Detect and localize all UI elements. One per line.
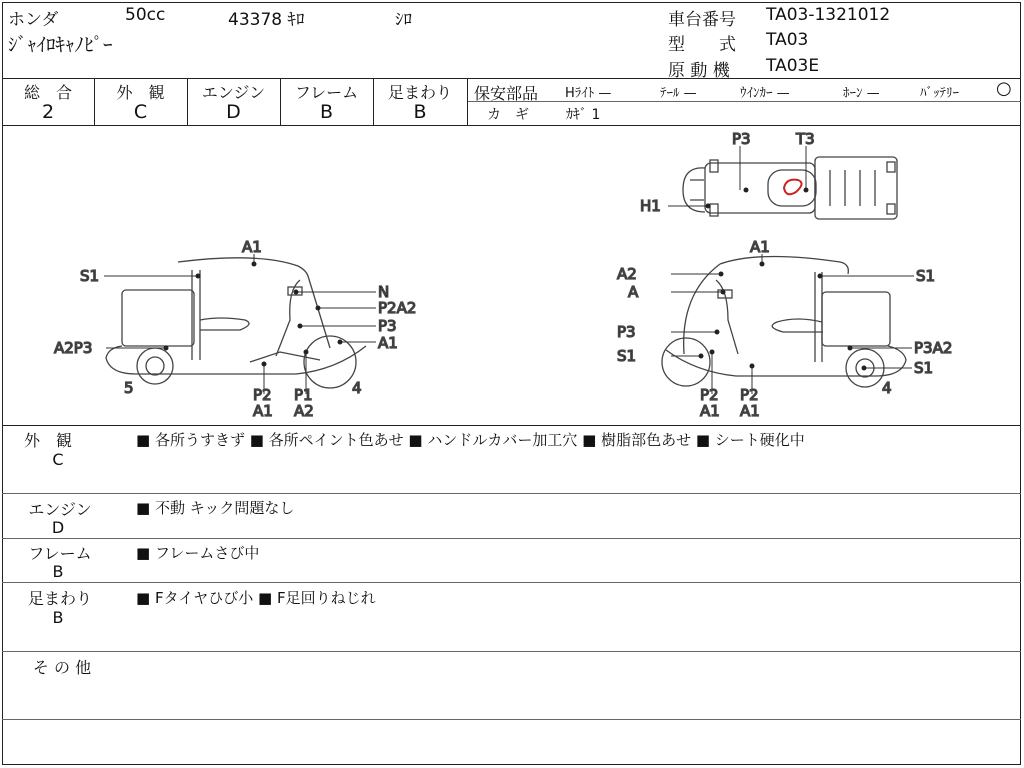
diagram-label: A1 <box>750 238 770 256</box>
displacement: 50cc <box>125 5 166 25</box>
grade-suspension-label: 足まわり <box>387 83 452 102</box>
diagram-label: A2 <box>294 402 314 420</box>
top-view-outline <box>683 157 897 219</box>
divider <box>2 582 1021 583</box>
maker: ホンダ <box>8 10 59 30</box>
grade-frame-label: フレーム <box>294 83 359 102</box>
battery-status: ﾊﾞｯﾃﾘｰ <box>920 86 959 101</box>
section-grade-frame: B <box>52 562 64 581</box>
grade-engine-value: D <box>226 101 241 123</box>
grade-exterior-label: 外 観 <box>116 83 165 102</box>
diagram-label: 4 <box>882 379 892 397</box>
section-label-exterior: 外 観 <box>23 431 72 450</box>
section-grade-exterior: C <box>52 450 64 469</box>
diagram-label: 4 <box>352 379 362 397</box>
diagram-label: P2 <box>700 386 719 404</box>
section-label-suspension: 足まわり <box>27 589 92 608</box>
section-notes-frame: ■ フレームさび中 <box>136 544 260 562</box>
mileage: 43378 ｷﾛ <box>228 10 305 30</box>
leader-lines <box>104 146 914 394</box>
chassis-value: TA03-1321012 <box>766 5 891 25</box>
diagram-label: N <box>378 283 390 301</box>
section-label-frame: フレーム <box>28 544 92 563</box>
divider <box>2 651 1021 652</box>
grade-frame-value: B <box>319 101 334 123</box>
divider <box>2 719 1021 720</box>
winker-status: ｳｲﾝｶｰ — <box>740 86 790 101</box>
diagram-label: P3 <box>617 323 636 341</box>
label-dots <box>164 188 867 371</box>
grade-suspension-value: B <box>413 101 427 123</box>
taillight-status: ﾃｰﾙ — <box>660 86 697 101</box>
diagram-label: P2 <box>740 386 759 404</box>
section-label-other: そ の 他 <box>32 658 92 677</box>
diagram-label: A1 <box>253 402 273 420</box>
grade-exterior-value: C <box>133 101 148 123</box>
diagram-label: S1 <box>916 267 936 285</box>
section-notes-suspension: ■ Fタイヤひび小 ■ F足回りねじれ <box>136 589 376 607</box>
diagram-label: A1 <box>242 238 262 256</box>
horn-status: ﾎｰﾝ — <box>843 86 880 101</box>
grade-overall-label: 総 合 <box>23 83 72 102</box>
diagram-label: P1 <box>294 386 313 404</box>
diagram-label: A1 <box>378 334 398 352</box>
chassis-label: 車台番号 <box>668 10 736 30</box>
diagram-label: S1 <box>617 347 637 365</box>
section-label-engine: エンジン <box>28 500 92 519</box>
diagram-label: P2 <box>253 386 272 404</box>
damage-mark <box>784 180 802 195</box>
section-grade-suspension: B <box>52 608 64 627</box>
divider <box>2 538 1021 539</box>
key-label: カ ギ <box>487 107 529 123</box>
diagram-label: S1 <box>80 267 100 285</box>
section-notes-engine: ■ 不動 キック問題なし <box>136 499 295 517</box>
diagram-label: A1 <box>700 402 720 420</box>
grade-engine-label: エンジン <box>201 83 266 102</box>
diagram-label: T3 <box>796 130 815 148</box>
diagram-label: H1 <box>640 197 661 215</box>
diagram-label: A2P3 <box>54 339 93 357</box>
divider <box>2 493 1021 494</box>
grade-overall-value: 2 <box>41 101 55 123</box>
diagram-label: A1 <box>740 402 760 420</box>
model-name: ｼﾞｬｲﾛｷｬﾉﾋﾟｰ <box>8 34 113 56</box>
diagram-label: P2A2 <box>378 299 417 317</box>
engine-label: 原 動 機 <box>668 61 730 81</box>
diagram-label: P3 <box>732 130 751 148</box>
section-notes-exterior: ■ 各所うすきず ■ 各所ペイント色あせ ■ ハンドルカバー加工穴 ■ 樹脂部色あせ ■ シート硬化中 <box>136 431 805 449</box>
engine-value: TA03E <box>766 56 820 76</box>
diagram-label: 5 <box>124 379 134 397</box>
battery-ok-icon: ○ <box>996 78 1012 99</box>
diagram-label: P3A2 <box>914 339 953 357</box>
key-value: ｶｷﾞ 1 <box>566 107 601 123</box>
diagram-label: A <box>628 283 639 301</box>
color: ｼﾛ <box>395 10 412 30</box>
type-label: 型 式 <box>668 35 736 55</box>
diagram-label: S1 <box>914 359 934 377</box>
diagram-label: P3 <box>378 317 397 335</box>
diagram-label: A2 <box>617 265 637 283</box>
headlight-status: Hﾗｲﾄ — <box>565 86 612 101</box>
type-value: TA03 <box>766 30 809 50</box>
section-grade-engine: D <box>51 518 65 537</box>
left-side-view-outline <box>106 258 366 388</box>
safety-parts-label: 保安部品 <box>474 84 539 103</box>
